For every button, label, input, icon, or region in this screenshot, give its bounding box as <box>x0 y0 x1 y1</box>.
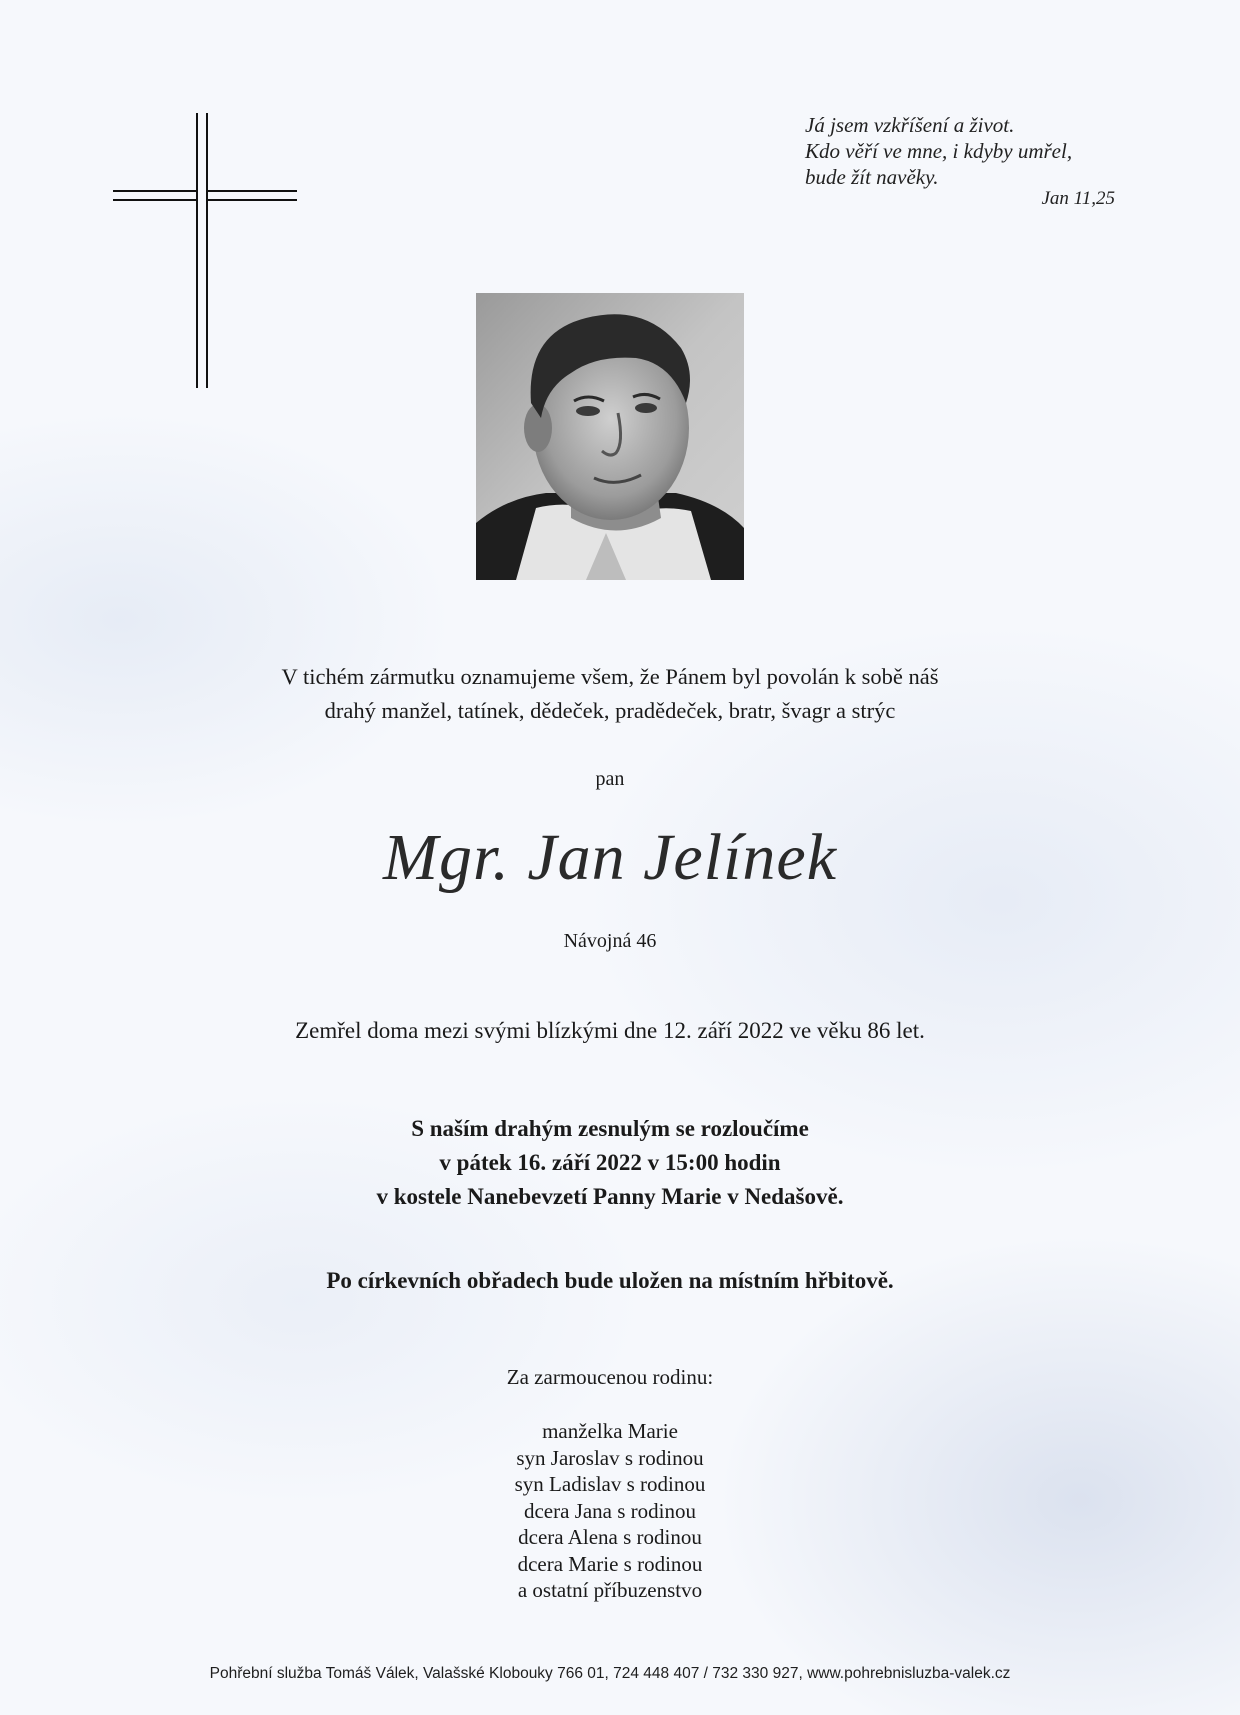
family-member: dcera Alena s rodinou <box>518 1525 702 1549</box>
quote-line: Kdo věří ve mne, i kdyby umřel, <box>805 139 1073 163</box>
quote-line: Já jsem vzkříšení a život. <box>805 113 1015 137</box>
quote-line: bude žít navěky. <box>805 165 939 189</box>
portrait-photo <box>476 293 744 580</box>
family-title: Za zarmoucenou rodinu: <box>506 1365 714 1389</box>
deceased-name: Mgr. Jan Jelínek <box>383 821 837 894</box>
family-list <box>0 1418 1220 1604</box>
funeral-service-footer: Pohřební služba Tomáš Válek, Valašské Klobouky 766 01, 724 448 407 / 732 330 927, www.pohrebnisluzba-valek.cz <box>209 1665 1011 1682</box>
quote-reference: Jan 11,25 <box>1041 188 1115 209</box>
intro-line: drahý manžel, tatínek, dědeček, pradědeček, bratr, švagr a strýc <box>324 698 896 723</box>
family-member: dcera Marie s rodinou <box>517 1551 703 1576</box>
family-member: a ostatní příbuzenstvo <box>517 1578 703 1602</box>
announcement-intro <box>0 660 1220 728</box>
ceremony-line: v pátek 16. září 2022 v 15:00 hodin <box>439 1150 781 1175</box>
death-notice: Zemřel doma mezi svými blízkými dne 12. září 2022 ve věku 86 let. <box>295 1018 925 1043</box>
salutation: pan <box>595 768 625 790</box>
address: Návojná 46 <box>563 930 657 952</box>
ceremony-info <box>0 1112 1220 1214</box>
family-member: syn Jaroslav s rodinou <box>516 1445 704 1470</box>
ceremony-line: S naším drahým zesnulým se rozloučíme <box>411 1116 809 1141</box>
bible-quote <box>805 112 1135 190</box>
ceremony-line: v kostele Nanebevzetí Panny Marie v Nedašově. <box>376 1184 844 1209</box>
family-member: dcera Jana s rodinou <box>523 1498 697 1523</box>
family-member: syn Ladislav s rodinou <box>514 1472 706 1496</box>
burial-info: Po církevních obřadech bude uložen na místním hřbitově. <box>326 1268 894 1293</box>
family-member: manželka Marie <box>542 1419 678 1443</box>
intro-line: V tichém zármutku oznamujeme všem, že Pánem byl povolán k sobě náš <box>281 664 939 689</box>
